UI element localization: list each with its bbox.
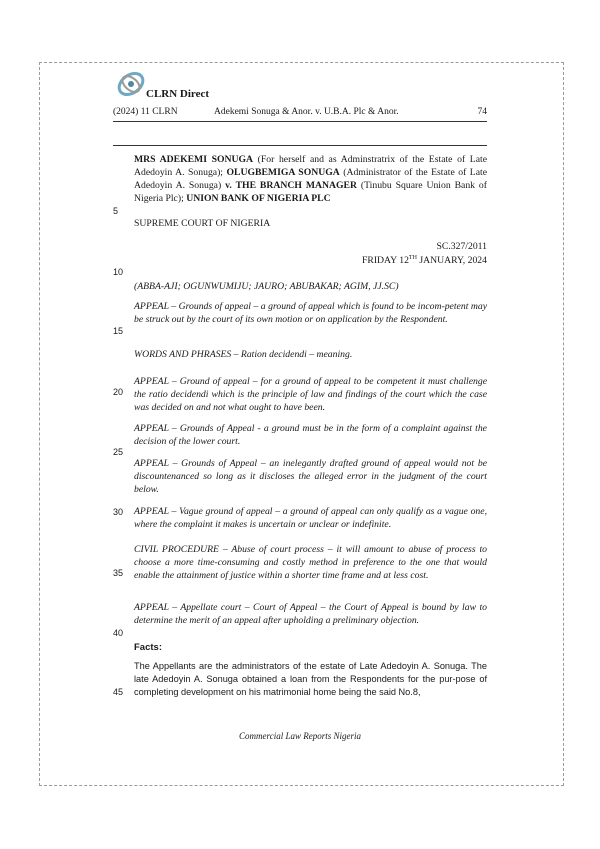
headnote: APPEAL – Grounds of Appeal – an inelegantly drafted ground of appeal would not be discountenanced so long as it discloses the alleged error in the judgment of the court below. [134,458,487,495]
party-1-description: (For herself and as Adminstratrix of the Estate of Late Adedoyin A. Sonuga); [134,154,487,178]
headnote: APPEAL – Grounds of appeal – a ground of appeal which is found to be incom-petent may be struck out by the court of its own motion or on application by the Respondent. [134,301,487,325]
line-number: 20 [113,387,124,397]
line-number: 5 [113,206,119,216]
page-footer: Commercial Law Reports Nigeria [239,731,361,741]
header-citation: (2024) 11 CLRN [113,107,178,117]
party-2-description: (Administrator of the Estate of Late Adedoyin A. Sonuga) [134,167,487,191]
judgment-date: FRIDAY 12TH JANUARY, 2024 [361,255,487,266]
case-number: SC.327/2011 [436,241,487,252]
line-number: 45 [113,687,124,697]
brand-name: CLRN Direct [146,88,210,100]
line-number: 30 [113,507,124,517]
facts-heading: Facts: [134,642,162,653]
header-divider [113,145,487,146]
versus-respondent-1: v. THE BRANCH MANAGER [225,180,357,191]
headnote: APPEAL – Ground of appeal – for a ground of appeal to be competent it must challenge the ratio decidendi which is the principle of law and findings of the court which the case was decided on and not what ought to have been. [134,376,487,413]
headnote: CIVIL PROCEDURE – Abuse of court process – it will amount to abuse of process to choose a more time-consuming and costly method in preference to the one that would enable the attainment of justice within a shorter time frame and at less cost. [134,544,487,581]
header-page-number: 74 [477,107,487,117]
headnote: WORDS AND PHRASES – Ration decidendi – meaning. [134,349,353,360]
line-number: 40 [113,628,124,638]
header-case-title: Adekemi Sonuga & Anor. v. U.B.A. Plc & Anor. [214,107,399,117]
line-number: 15 [113,326,124,336]
respondent-1-description: (Tinubu Square Union Bank of Nigeria Plc); [134,180,487,204]
running-header [113,105,487,122]
judges-panel: (ABBA-AJI; OGUNWUMIJU; JAURO; ABUBAKAR; AGIM, JJ.SC) [134,281,399,292]
clrn-logo-icon [114,67,148,101]
line-number: 25 [113,447,124,457]
headnote: APPEAL – Grounds of Appeal - a ground must be in the form of a complaint against the decision of the lower court. [134,423,487,447]
headnote: APPEAL – Appellate court – Court of Appeal – the Court of Appeal is bound by law to determine the merit of an appeal after upholding a preliminary objection. [134,602,487,626]
facts-text: The Appellants are the administrators of the estate of Late Adedoyin A. Sonuga. The late Adedoyin A. Sonuga obtained a loan from the Respondents for the pur-pose of completing development on his matrimonial home being the said No.8, [134,661,487,697]
court-name: SUPREME COURT OF NIGERIA [134,218,271,229]
respondent-2-name: UNION BANK OF NIGERIA PLC [186,193,331,204]
line-number: 10 [113,267,124,277]
party-1-name: MRS ADEKEMI SONUGA [134,154,254,165]
headnote: APPEAL – Vague ground of appeal – a ground of appeal can only qualify as a vague one, where the complaint it makes is uncertain or unclear or indefinite. [134,506,487,530]
parties-block [134,153,487,205]
line-number: 35 [113,568,124,578]
party-2-name: OLUGBEMIGA SONUGA [226,167,340,178]
